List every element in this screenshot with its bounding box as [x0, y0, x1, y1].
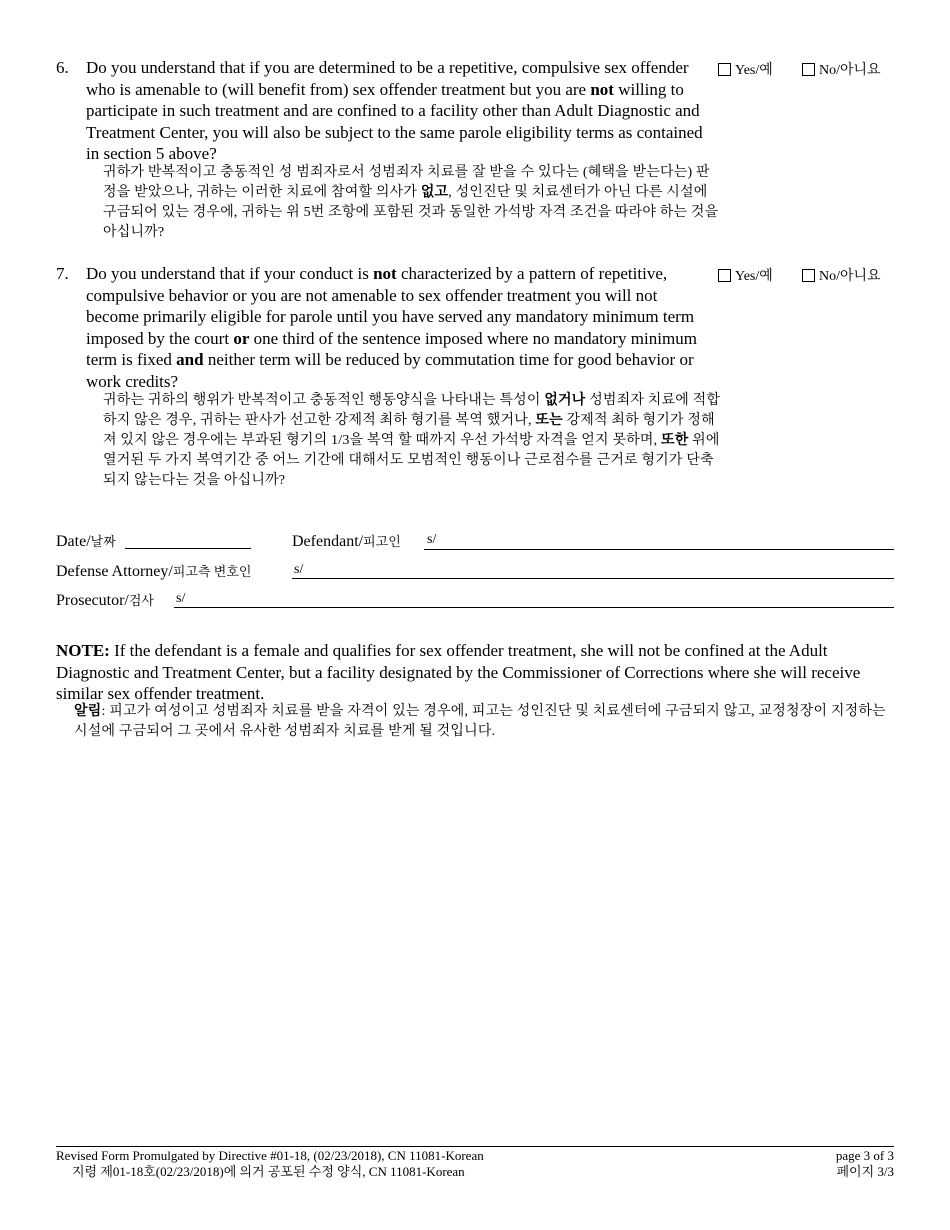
prosecutor-signature-field[interactable]	[174, 607, 894, 608]
question-6-no-label: No/아니요	[819, 63, 881, 78]
question-7-text: Do you understand that if your conduct is not characterized by a pattern of repetitive, compulsive behavior or you are not amenable to sex offender treatment you will not become primarily eligible for parole until you have served any mandatory minimum term imposed by the court or one third of the sentence imposed where no mandatory minimum term is fixed and neither term will be reduced by commutation time for good behavior or work credits?	[86, 264, 697, 391]
question-6-text-korean: 귀하가 반복적이고 충동적인 성 범죄자로서 성범죄자 치료를 잘 받을 수 있다는 (혜택을 받는다는) 판정을 받았으나, 귀하는 이러한 치료에 참여할 의사가 없고, 성인진단 및 치료센터가 아닌 다른 시설에 구금되어 있는 경우에, 귀하는 위 5번 조항에 포함된 것과 동일한 가석방 자격 조건을 따라야 하는 것을 아십니까?	[103, 165, 719, 240]
question-7-number: 7.	[56, 264, 69, 283]
footer-page-number	[836, 1148, 894, 1180]
date-label: Date/날짜	[56, 533, 116, 550]
question-7-text-korean: 귀하는 귀하의 행위가 반복적이고 충동적인 행동양식을 나타내는 특성이 없거나 성범죄자 치료에 적합하지 않은 경우, 귀하는 판사가 선고한 강제적 최하 형기를 복역 했거나, 또는 강제적 최하 형기가 정해져 있지 않은 경우에는 부과된 형기의 1/3을 복역 할 때까지 우선 가석방 자격을 얻지 못하며, 또한 위에 열거된 두 가지 복역기간 중 어느 기간에 대해서도 모범적인 행동이나 근로점수를 근거로 형기가 단축되지 않는다는 것을 아십니까?	[103, 393, 721, 488]
prosecutor-signature-value: s/	[176, 591, 186, 606]
question-6-no-checkbox[interactable]	[802, 63, 815, 76]
defense-attorney-label: Defense Attorney/피고측 변호인	[56, 563, 252, 580]
question-7-yes-label: Yes/예	[735, 269, 773, 284]
footer-page-number-en: page 3 of 3	[835, 1148, 894, 1163]
question-7-no-label: No/아니요	[819, 269, 881, 284]
question-6-yes-label: Yes/예	[735, 63, 773, 78]
question-6-number: 6.	[56, 58, 69, 77]
date-field[interactable]	[125, 548, 251, 549]
question-6-yes-option[interactable]	[718, 59, 773, 79]
question-6-yes-checkbox[interactable]	[718, 63, 731, 76]
question-7-yes-option[interactable]	[718, 265, 773, 285]
note-paragraph-korean: 알림: 피고가 여성이고 성범죄자 치료를 받을 자격이 있는 경우에, 피고는 성인진단 및 치료센터에 구금되지 않고, 교정청장이 지정하는 시설에 구금되어 그 곳에서 유사한 성범죄자 치료를 받게 될 것입니다.	[74, 704, 886, 739]
question-6-text: Do you understand that if you are determined to be a repetitive, compulsive sex offender who is amenable to (will benefit from) sex offender treatment but you are not willing to participate in such treatment and are confined to a facility other than Adult Diagnostic and Treatment Center, you will also be subject to the same parole eligibility terms as contained in section 5 above?	[86, 58, 703, 163]
prosecutor-label: Prosecutor/검사	[56, 592, 154, 609]
note-paragraph: NOTE: If the defendant is a female and qualifies for sex offender treatment, she will not be confined at the Adult Diagnostic and Treatment Center, but a facility designated by the Commissioner of Corrections where she will receive similar sex offender treatment.	[56, 641, 861, 703]
defendant-signature-value: s/	[427, 532, 437, 547]
footer-divider	[56, 1146, 894, 1147]
footer-page-number-ko: 페이지 3/3	[836, 1164, 894, 1179]
question-7-no-checkbox[interactable]	[802, 269, 815, 282]
question-7-yes-checkbox[interactable]	[718, 269, 731, 282]
defense-attorney-signature-value: s/	[294, 562, 304, 577]
footer-form-info-en: Revised Form Promulgated by Directive #01-18, (02/23/2018), CN 11081-Korean	[56, 1148, 484, 1163]
question-7-no-option[interactable]	[802, 265, 881, 285]
footer-form-info-ko: 지령 제01-18호(02/23/2018)에 의거 공포된 수정 양식, CN 11081-Korean	[72, 1164, 465, 1179]
question-6	[56, 57, 896, 247]
question-7	[56, 263, 896, 515]
footer-form-info	[56, 1148, 484, 1180]
defense-attorney-signature-field[interactable]	[292, 578, 894, 579]
defendant-signature-field[interactable]	[424, 549, 894, 550]
defendant-label: Defendant/피고인	[292, 533, 401, 550]
question-6-no-option[interactable]	[802, 59, 881, 79]
